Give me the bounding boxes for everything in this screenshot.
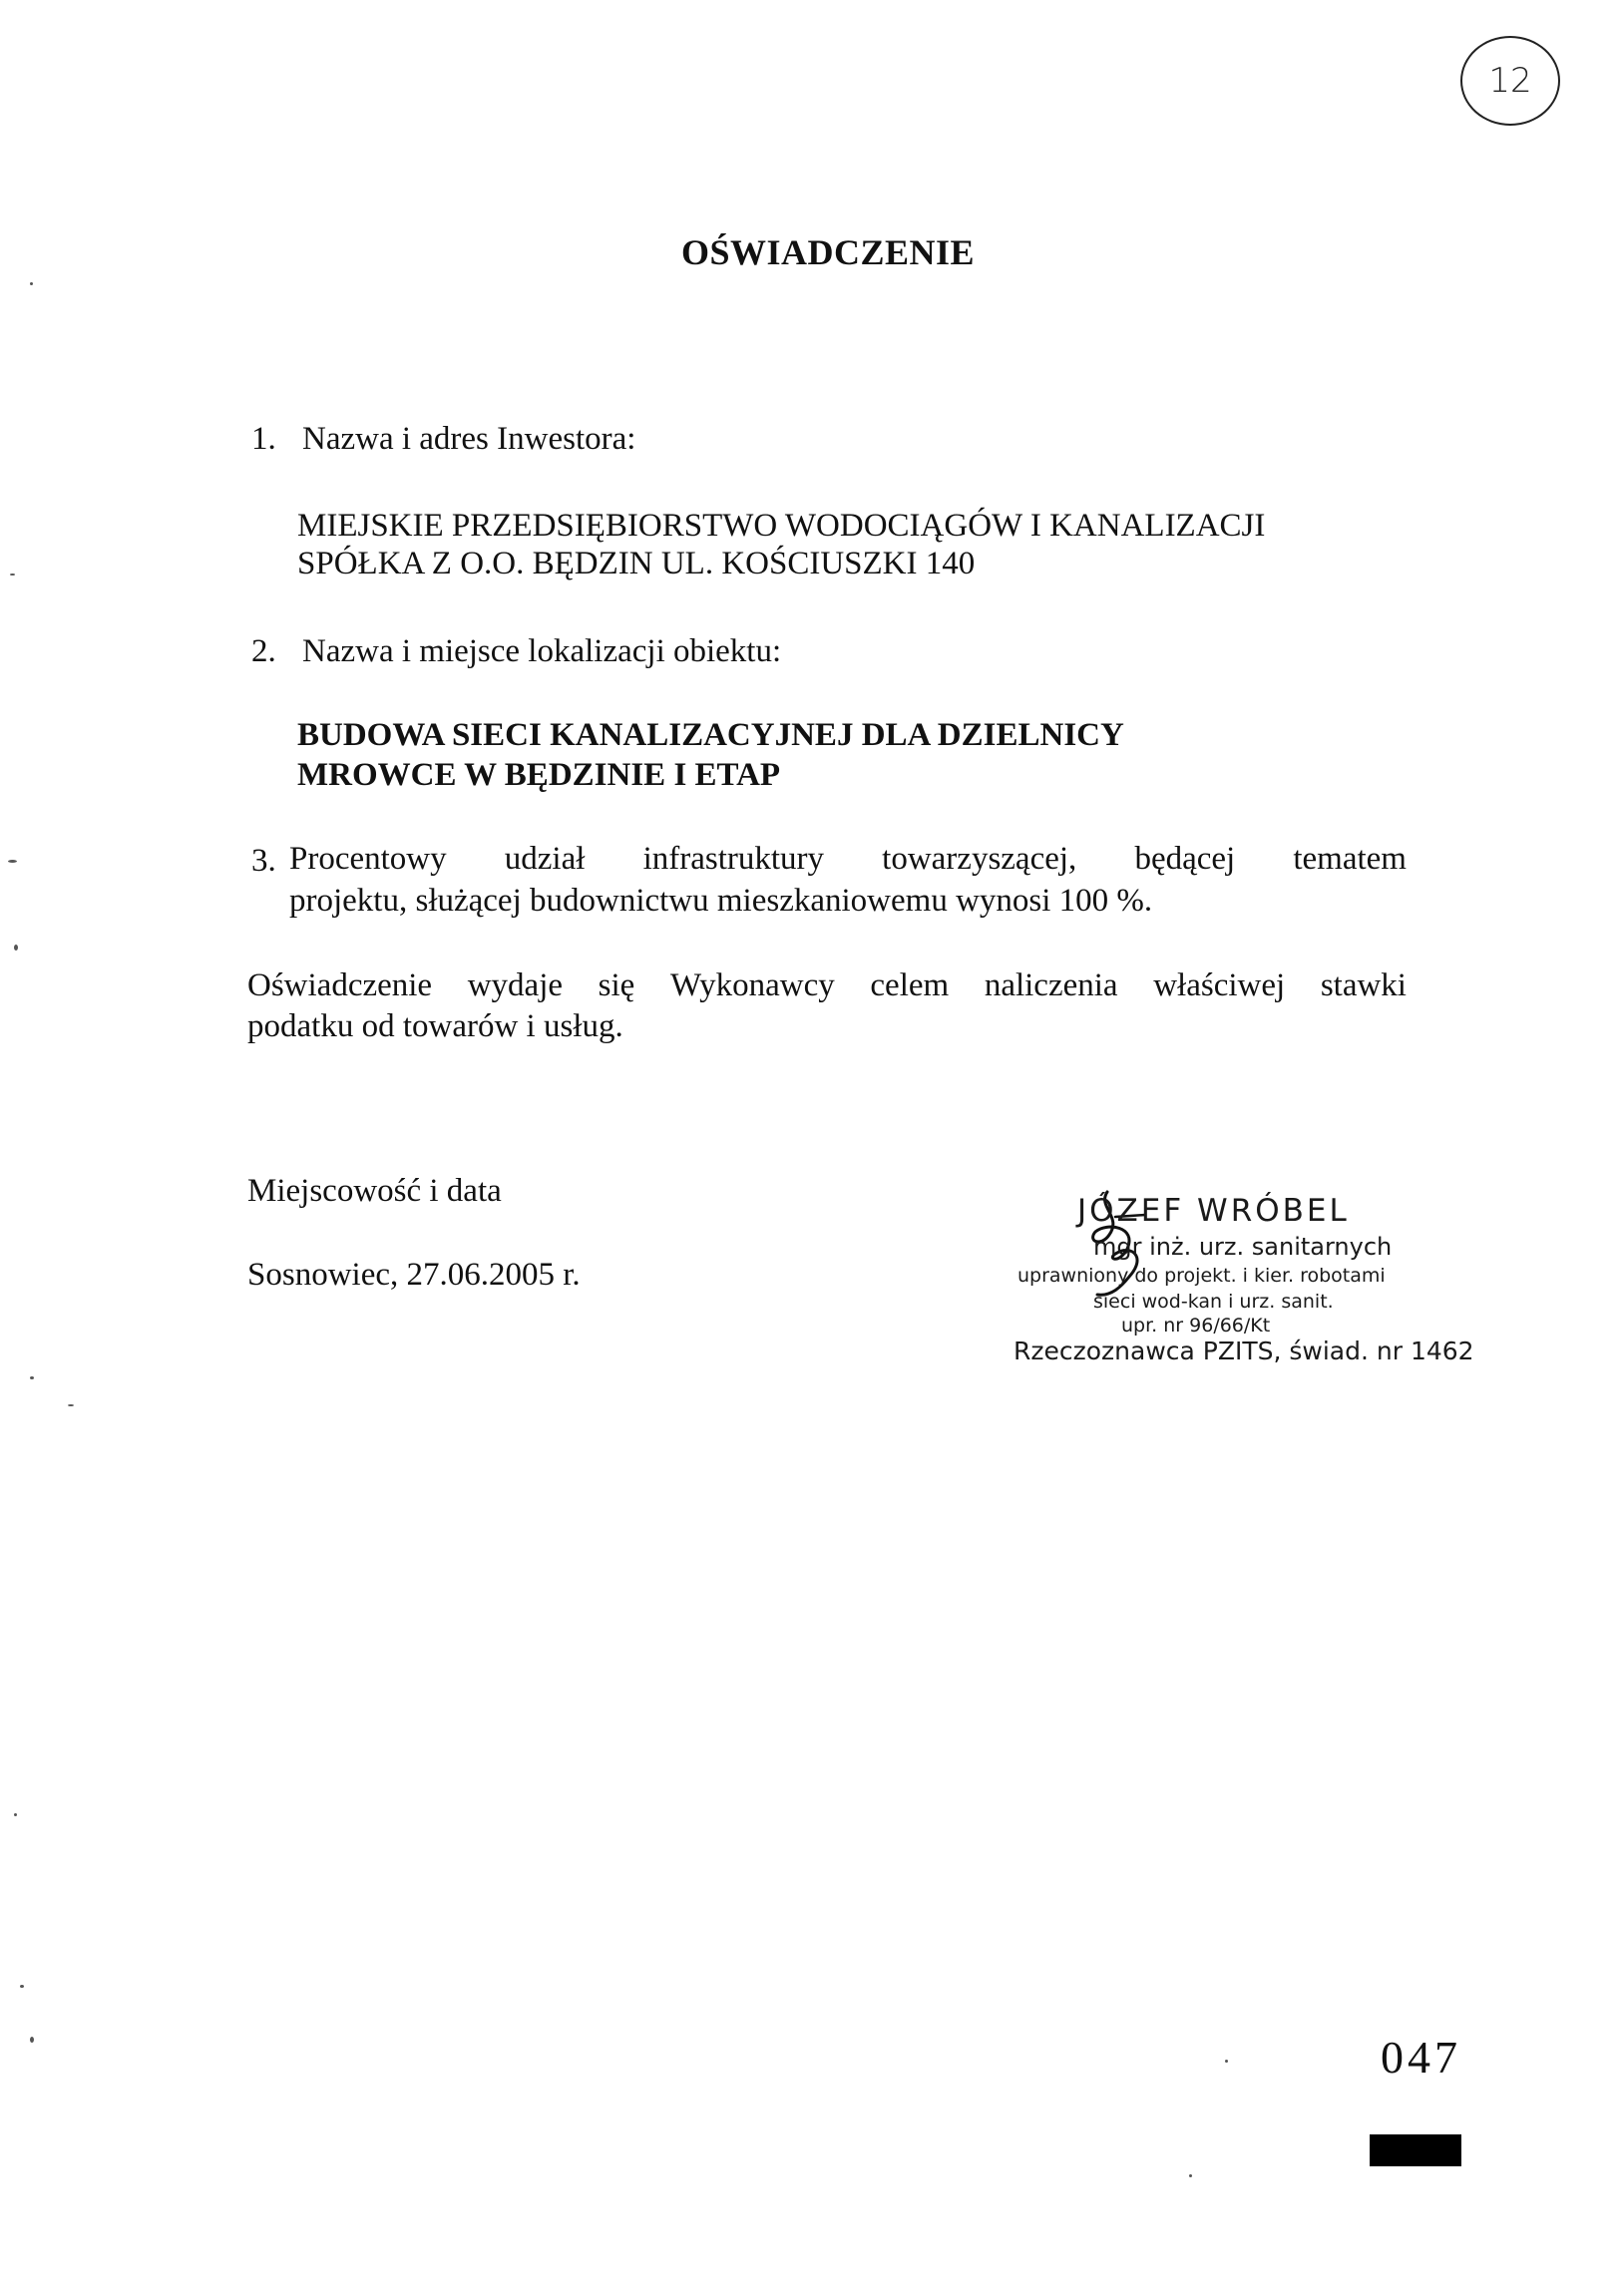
- statement-word: się: [598, 967, 635, 1003]
- project-name-line1: BUDOWA SIECI KANALIZACYJNEJ DLA DZIELNICY: [297, 717, 1124, 753]
- item-3-word: udział: [504, 841, 586, 877]
- scan-speck: [10, 574, 15, 575]
- item-3-word: będącej: [1134, 841, 1236, 877]
- stamp-name: JÓZEF WRÓBEL: [1077, 1193, 1350, 1229]
- scan-speck: [14, 945, 18, 951]
- statement-word: Wykonawcy: [669, 967, 835, 1003]
- statement-word: Oświadczenie: [247, 967, 433, 1003]
- item-3-word: Procentowy: [289, 841, 447, 877]
- item-1-label: Nazwa i adres Inwestora:: [302, 421, 636, 457]
- item-3-word: infrastruktury: [642, 841, 825, 877]
- statement-word: właściwej: [1153, 967, 1286, 1003]
- statement-word: wydaje: [467, 967, 564, 1003]
- item-3-number: 3.: [251, 843, 276, 879]
- document-title: OŚWIADCZENIE: [680, 232, 976, 272]
- item-3-line2: projektu, służącej budownictwu mieszkaniowemu wynosi 100 %.: [289, 883, 1153, 919]
- place-date-value: Sosnowiec, 27.06.2005 r.: [247, 1257, 581, 1293]
- redaction-bar: [1370, 2134, 1461, 2166]
- scan-speck: [8, 860, 17, 863]
- page-number-mark: 12: [1460, 36, 1560, 126]
- statement-line1: [247, 967, 1407, 1004]
- scan-speck: [30, 282, 33, 285]
- item-3-line1: [289, 841, 1407, 878]
- stamp-expert-certificate: Rzeczoznawca PZITS, świad. nr 1462: [1014, 1337, 1474, 1365]
- scan-speck: [30, 2037, 34, 2043]
- scan-speck: [1225, 2060, 1228, 2063]
- scan-speck: [68, 1404, 74, 1406]
- place-date-label: Miejscowość i data: [247, 1173, 502, 1209]
- item-3-word: towarzyszącej,: [882, 841, 1077, 877]
- stamp-scope: sieci wod-kan i urz. sanit.: [1093, 1291, 1334, 1313]
- scan-speck: [14, 1813, 17, 1816]
- project-name-line2: MROWCE W BĘDZINIE I ETAP: [297, 757, 781, 793]
- item-1-number: 1.: [251, 421, 276, 457]
- stamp-qualification: uprawniony do projekt. i kier. robotami: [1017, 1265, 1386, 1287]
- statement-word: stawki: [1320, 967, 1407, 1003]
- statement-line2: podatku od towarów i usług.: [247, 1008, 623, 1044]
- investor-address: SPÓŁKA Z O.O. BĘDZIN UL. KOŚCIUSZKI 140: [297, 546, 976, 581]
- scan-speck: [1189, 2174, 1192, 2177]
- document-number: 047: [1381, 2032, 1461, 2083]
- stamp-title: mgr inż. urz. sanitarnych: [1093, 1233, 1393, 1261]
- scan-speck: [20, 1985, 24, 1988]
- stamp-license-number: upr. nr 96/66/Kt: [1121, 1315, 1271, 1337]
- scan-speck: [30, 1376, 34, 1379]
- statement-word: celem: [870, 967, 950, 1003]
- statement-word: naliczenia: [984, 967, 1118, 1003]
- item-2-number: 2.: [251, 633, 276, 669]
- item-3-word: tematem: [1293, 841, 1407, 877]
- investor-name: MIEJSKIE PRZEDSIĘBIORSTWO WODOCIĄGÓW I KANALIZACJI: [297, 508, 1266, 544]
- item-2-label: Nazwa i miejsce lokalizacji obiektu:: [302, 633, 782, 669]
